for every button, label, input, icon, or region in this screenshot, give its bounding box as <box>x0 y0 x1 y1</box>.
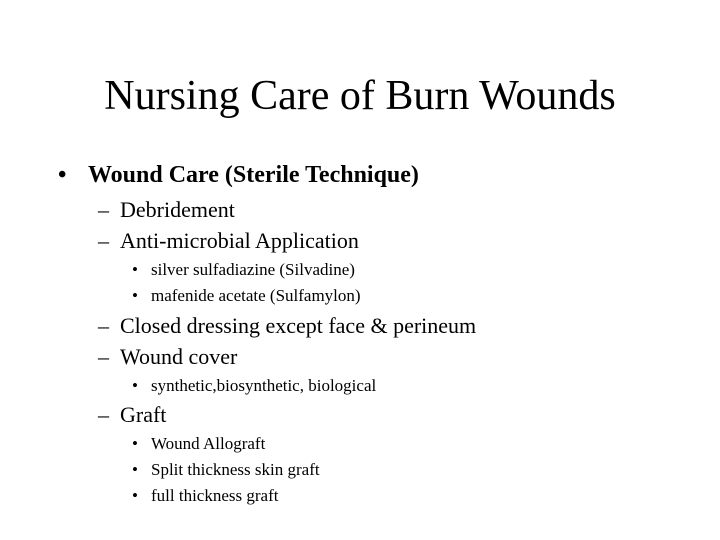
bullet-level2 <box>98 401 166 429</box>
bullet-text: Wound Allograft <box>151 434 266 453</box>
dash-marker: – <box>98 344 109 369</box>
bullet-level3 <box>132 459 320 481</box>
bullet-text: Graft <box>120 402 167 427</box>
slide-title: Nursing Care of Burn Wounds <box>104 73 616 119</box>
bullet-level2 <box>98 343 237 371</box>
bullet-text: silver sulfadiazine (Silvadine) <box>151 260 355 279</box>
bullet-level3 <box>132 433 265 455</box>
dash-marker: – <box>98 228 109 253</box>
bullet-text: Anti-microbial Application <box>120 228 359 253</box>
bullet-text: Wound cover <box>120 344 238 369</box>
bullet-level1 <box>58 160 419 190</box>
bullet-marker: • <box>132 376 138 395</box>
bullet-text: Split thickness skin graft <box>151 460 320 479</box>
bullet-marker: • <box>132 286 138 305</box>
bullet-level3 <box>132 485 278 507</box>
bullet-text: Wound Care (Sterile Technique) <box>88 162 419 188</box>
bullet-marker: • <box>132 260 138 279</box>
bullet-level3 <box>132 375 376 397</box>
bullet-marker: • <box>132 434 138 453</box>
dash-marker: – <box>98 402 109 427</box>
bullet-text: Debridement <box>120 197 235 222</box>
dash-marker: – <box>98 313 109 338</box>
bullet-level3 <box>132 259 355 281</box>
bullet-text: Closed dressing except face & perineum <box>120 313 477 338</box>
bullet-marker: • <box>132 460 138 479</box>
bullet-level3 <box>132 285 361 307</box>
bullet-level2 <box>98 312 476 340</box>
bullet-marker: • <box>58 162 67 188</box>
bullet-text: mafenide acetate (Sulfamylon) <box>151 286 361 305</box>
bullet-text: synthetic,biosynthetic, biological <box>151 376 377 395</box>
bullet-level2 <box>98 196 235 224</box>
dash-marker: – <box>98 197 109 222</box>
bullet-level2 <box>98 227 359 255</box>
bullet-text: full thickness graft <box>151 486 279 505</box>
bullet-marker: • <box>132 486 138 505</box>
